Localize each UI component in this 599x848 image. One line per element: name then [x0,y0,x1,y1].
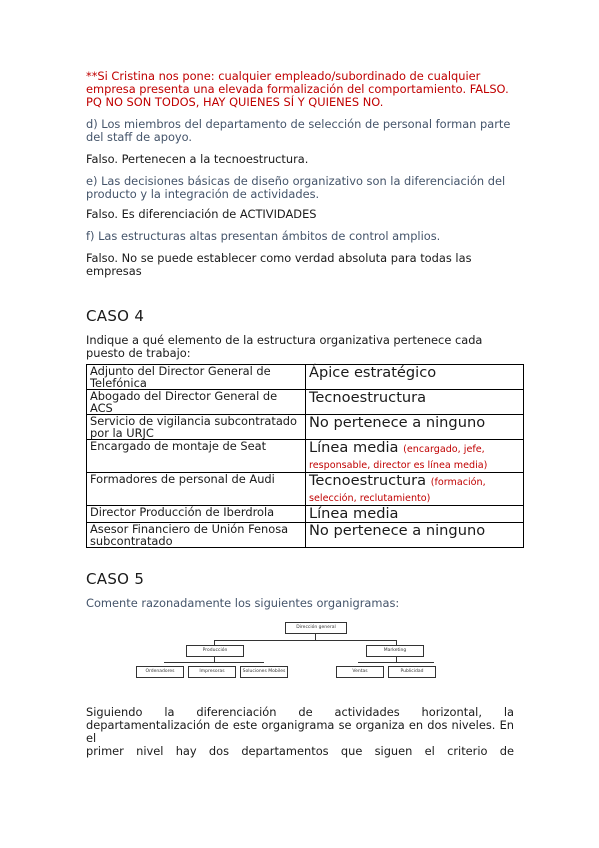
caso5-paragraph-line3: primer nivel hay dos departamentos que siguen el criterio de [86,744,514,758]
structure-element-answer: Tecnoestructura [309,389,427,406]
caso5-paragraph-line1: Siguiendo la diferenciación de actividades horizontal, la [86,705,514,719]
structure-element-cell [306,473,524,506]
table-row [87,440,524,473]
structure-element-cell [306,523,524,548]
question-e: e) Las decisiones básicas de diseño organizativo son la diferenciación del producto y la integración de actividades. [86,174,506,201]
structure-element-answer: Línea media [309,505,399,522]
answer-note: (formación, selección, reclutamiento) [309,477,486,504]
job-position-cell: Encargado de montaje de Seat [87,440,306,473]
structure-element-answer: Ápice estratégico [309,364,437,381]
table-row [87,473,524,506]
structure-element-answer: Línea media [309,439,399,456]
structure-element-cell [306,415,524,440]
table-row [87,365,524,390]
org-l3: Soluciones Mobiles [240,666,288,678]
org-connector [358,662,434,663]
table-row [87,390,524,415]
structure-element-answer: Tecnoestructura [309,472,427,489]
caso4-table [86,364,524,548]
job-position-cell: Formadores de personal de Audi [87,473,306,506]
answer-e: Falso. Es diferenciación de ACTIVIDADES [86,207,317,221]
caso5-instruction: Comente razonadamente los siguientes organigramas: [86,596,400,610]
org-r2: Publicidad [388,666,436,678]
answer-f: Falso. No se puede establecer como verdad absoluta para todas las empresas [86,251,472,278]
structure-element-answer: No pertenece a ninguno [309,522,486,539]
org-connector [164,662,264,663]
caso5-title: CASO 5 [86,570,145,588]
job-position-cell: Asesor Financiero de Unión Fenosa subcontratado [87,523,306,548]
table-row [87,415,524,440]
org-r1: Ventas [336,666,384,678]
job-position-cell: Director Producción de Iberdrola [87,506,306,523]
table-row [87,523,524,548]
caso4-title: CASO 4 [86,307,145,325]
org-l1: Ordenadores [136,666,184,678]
structure-element-cell [306,440,524,473]
org-l2: Impresoras [188,666,236,678]
org-connector [214,640,396,641]
caso5-paragraph-line2: departamentalización de este organigrama se organiza en dos niveles. En el [86,718,514,745]
document-page [86,70,514,758]
org-left: Producción [186,645,244,657]
table-row [87,506,524,523]
org-chart [136,622,424,680]
structure-element-cell [306,390,524,415]
org-connector [315,633,316,640]
job-position-cell: Adjunto del Director General de Telefónica [87,365,306,390]
caso4-instruction: Indique a qué elemento de la estructura organizativa pertenece cada puesto de trabajo: [86,333,483,360]
org-root: Dirección general [285,622,347,634]
question-d: d) Los miembros del departamento de selección de personal forman parte del staff de apoyo. [86,117,511,144]
structure-element-cell [306,506,524,523]
structure-element-cell [306,365,524,390]
cristina-note: **Si Cristina nos pone: cualquier empleado/subordinado de cualquier empresa presenta una elevada formalización del comportamiento. FALSO. PQ NO SON TODOS, HAY QUIENES SÍ Y QUIENES NO. [86,69,509,109]
answer-d: Falso. Pertenecen a la tecnoestructura. [86,152,309,166]
answer-note: (encargado, jefe, responsable, director es línea media) [309,444,488,471]
org-right: Marketing [366,645,424,657]
structure-element-answer: No pertenece a ninguno [309,414,486,431]
job-position-cell: Servicio de vigilancia subcontratado por la URJC [87,415,306,440]
question-f: f) Las estructuras altas presentan ámbitos de control amplios. [86,229,441,243]
job-position-cell: Abogado del Director General de ACS [87,390,306,415]
